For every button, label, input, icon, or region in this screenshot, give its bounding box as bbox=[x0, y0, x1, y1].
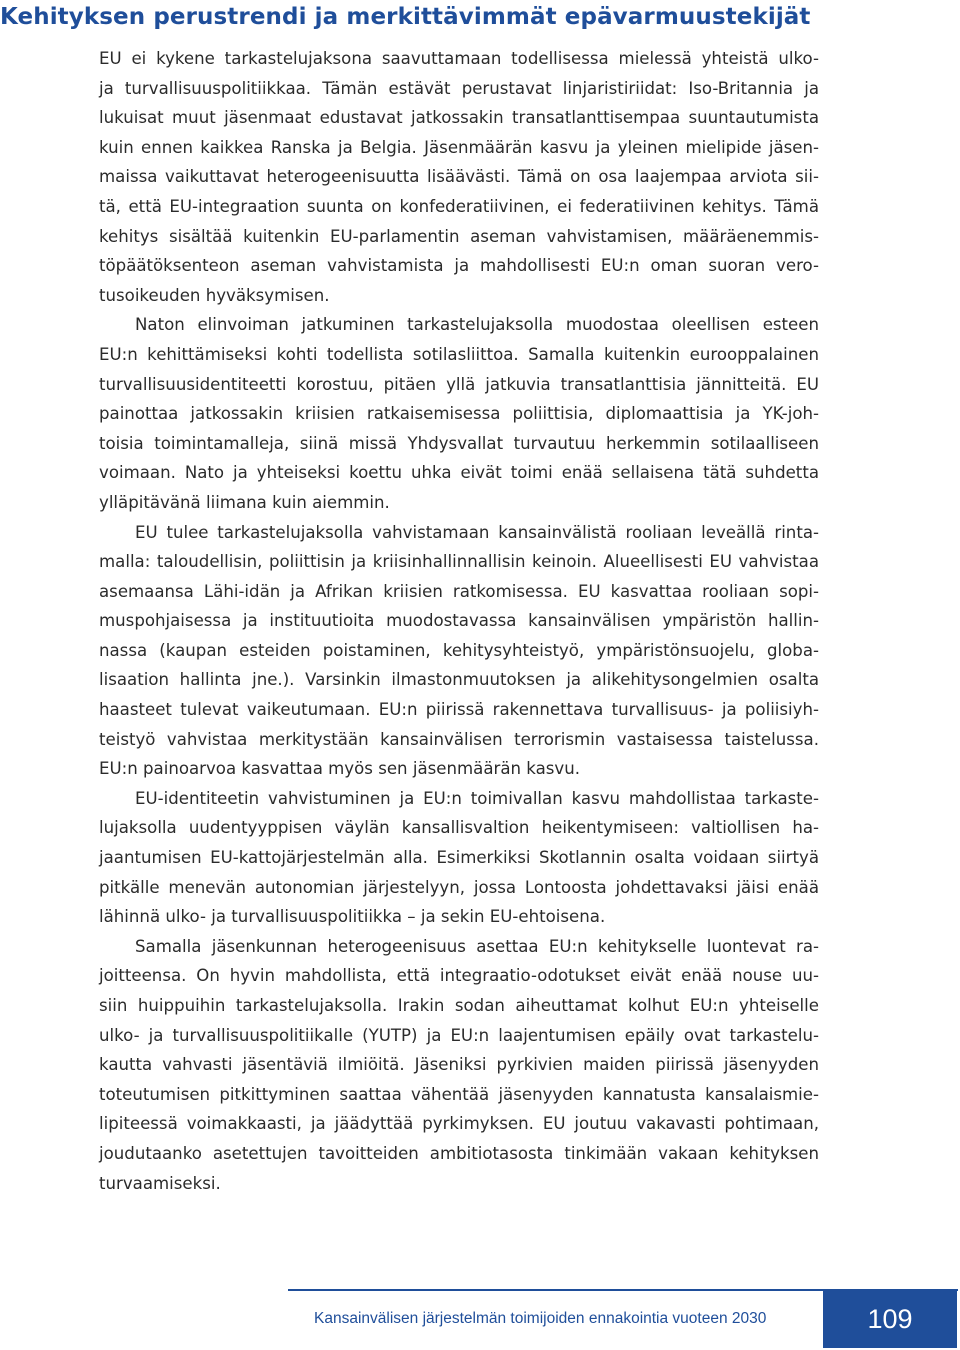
text-line: painottaa jatkossakin kriisien ratkaisemisessa poliittisia, diplomaattisia ja YK-joh- bbox=[99, 404, 819, 424]
text-line: joitteensa. On hyvin mahdollista, että integraatio-odotukset eivät enää nouse uu- bbox=[99, 966, 819, 986]
text-line: töpäätöksenteon aseman vahvistamista ja mahdollisesti EU:n oman suoran vero- bbox=[99, 256, 819, 276]
text-line: voimaan. Nato ja yhteiseksi koettu uhka eivät toimi enää sellaisena tätä suhdetta bbox=[99, 463, 819, 483]
text-line: pitkälle menevän autonomian järjestelyyn, jossa Lontoosta johdettavaksi jäisi enää bbox=[99, 877, 819, 897]
text-line: ja turvallisuuspolitiikkaa. Tämän estävät perustavat linjaristiriidat: Iso-Britannia ja bbox=[99, 78, 819, 98]
text-line: kehitys sisältää kuitenkin EU-parlamentin aseman vahvistamisen, määräenemmis- bbox=[99, 226, 819, 246]
text-line: ylläpitävänä liimana kuin aiemmin. bbox=[99, 492, 390, 512]
text-line: EU:n painoarvoa kasvattaa myös sen jäsenmäärän kasvu. bbox=[99, 759, 581, 779]
text-line: Samalla jäsenkunnan heterogeenisuus asettaa EU:n kehitykselle luontevat ra- bbox=[135, 936, 819, 956]
text-line: lujaksolla uudentyyppisen väylän kansallisvaltion heikentymiseen: valtiollisen ha- bbox=[99, 818, 819, 838]
text-line: lukuisat muut jäsenmaat edustavat jatkossakin transatlanttisempaa suuntautumista bbox=[99, 108, 819, 128]
text-line: toteutumisen pitkittyminen saattaa vähentää jäsenyyden kannatusta kansalaismie- bbox=[99, 1084, 819, 1104]
text-line: Naton elinvoiman jatkuminen tarkastelujaksolla muodostaa oleellisen esteen bbox=[135, 315, 819, 335]
text-line: lipiteessä voimakkaasti, ja jäädyttää pyrkimyksen. EU joutuu vakavasti pohtimaan, bbox=[99, 1114, 819, 1134]
paragraph-3 bbox=[99, 518, 819, 784]
paragraph-5 bbox=[99, 932, 819, 1198]
text-line: EU tulee tarkastelujaksolla vahvistamaan kansainvälistä rooliaan leveällä rinta- bbox=[135, 522, 819, 542]
text-line: siin huippuihin tarkastelujaksolla. Irakin sodan aiheuttamat kolhut EU:n yhteiselle bbox=[99, 996, 819, 1015]
text-line: toisia toimintamalleja, siinä missä Yhdysvallat turvautuu herkemmin sotilaalliseen bbox=[99, 433, 819, 453]
paragraph-2 bbox=[99, 310, 819, 517]
text-line: asemaansa Lähi-idän ja Afrikan kriisien ratkomisessa. EU kasvattaa rooliaan sopi- bbox=[99, 581, 819, 601]
text-line: turvallisuusidentiteetti korostuu, pitäen yllä jatkuvia transatlanttisia jännitteitä. EU bbox=[99, 374, 819, 394]
text-line: malla: taloudellisin, poliittisin ja kriisinhallinnallisin keinoin. Alueellisesti EU vahvistaa bbox=[99, 552, 819, 572]
paragraph-1 bbox=[99, 44, 819, 310]
text-line: jaantumisen EU-kattojärjestelmän alla. Esimerkiksi Skotlannin osalta voidaan siirtyä bbox=[99, 848, 819, 868]
paragraph-4 bbox=[99, 784, 819, 932]
text-line: EU:n kehittämiseksi kohti todellista sotilasliittoa. Samalla kuitenkin eurooppalainen bbox=[99, 344, 819, 364]
text-line: turvaamiseksi. bbox=[99, 1173, 221, 1193]
text-line: nassa (kaupan esteiden poistaminen, kehitysyhteistyö, ympäristönsuojelu, globa- bbox=[99, 640, 819, 660]
text-line: tä, että EU-integraation suunta on konfederatiivinen, ei federatiivinen kehitys. Tämä bbox=[99, 196, 819, 216]
text-line: EU ei kykene tarkastelujaksona saavuttamaan todellisessa mielessä yhteistä ulko- bbox=[99, 49, 819, 68]
text-line: lähinnä ulko- ja turvallisuuspolitiikka – ja sekin EU-ehtoisena. bbox=[99, 907, 606, 927]
section-heading: Kehityksen perustrendi ja merkittävimmät epävarmuustekijät bbox=[0, 4, 811, 30]
text-line: haasteet tulevat vaikeutumaan. EU:n piirissä rakennettava turvallisuus- ja poliisiyh- bbox=[99, 700, 819, 720]
text-line: tusoikeuden hyväksymisen. bbox=[99, 285, 330, 305]
text-line: maissa vaikuttavat heterogeenisuutta lisäävästi. Tämä on osa laajempaa arviota sii- bbox=[99, 167, 819, 187]
text-line: ulko- ja turvallisuuspolitiikalle (YUTP) ja EU:n laajentumisen epäily ovat tarkastelu- bbox=[99, 1025, 819, 1045]
footer-title: Kansainvälisen järjestelmän toimijoiden ennakointia vuoteen 2030 bbox=[314, 1310, 767, 1327]
body-text bbox=[99, 44, 819, 1198]
text-line: teistyö vahvistaa merkitystään kansainvälisen terrorismin vastaisessa taistelussa. bbox=[99, 729, 819, 749]
page-number-box bbox=[823, 1290, 957, 1348]
text-line: EU-identiteetin vahvistuminen ja EU:n toimivallan kasvu mahdollistaa tarkaste- bbox=[135, 788, 819, 808]
text-line: kuin ennen kaikkea Ranska ja Belgia. Jäsenmäärän kasvu ja yleinen mielipide jäsen- bbox=[99, 137, 819, 157]
text-line: kautta vahvasti jäsentäviä ilmiöitä. Jäseniksi pyrkivien maiden piirissä jäsenyyden bbox=[99, 1055, 819, 1075]
text-line: joudutaanko asetettujen tavoitteiden ambitiotasosta tinkimään vakaan kehityksen bbox=[99, 1143, 819, 1163]
text-line: muspohjaisessa ja instituutioita muodostavassa kansainvälisen ympäristön hallin- bbox=[99, 611, 819, 631]
page-number: 109 bbox=[867, 1303, 913, 1334]
text-line: lisaation hallinta jne.). Varsinkin ilmastonmuutoksen ja alikehitysongelmien osalta bbox=[99, 670, 819, 690]
